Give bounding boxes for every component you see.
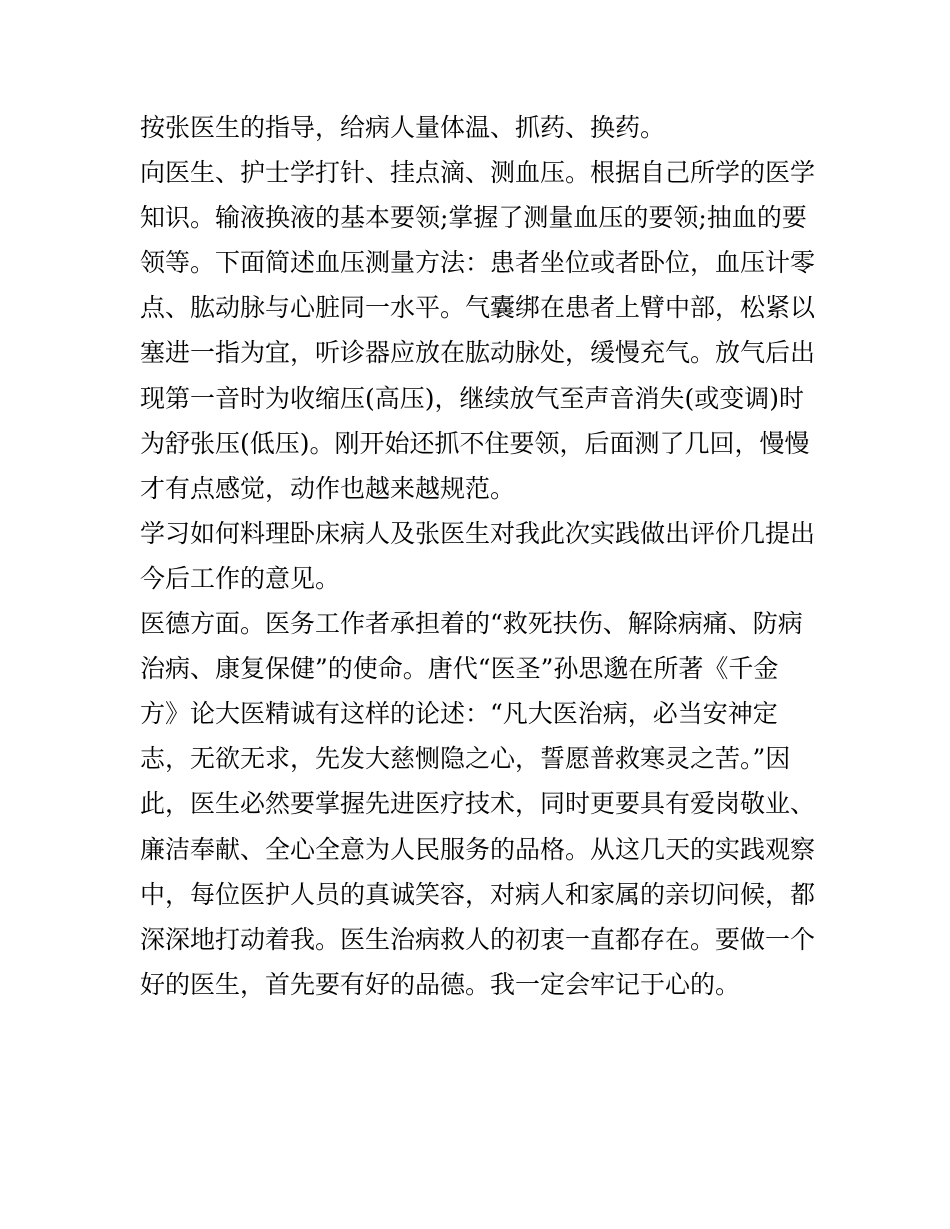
text-line: 现第一音时为收缩压(高压)，继续放气至声音消失(或变调)时 <box>140 383 805 413</box>
text-line: 领等。下面简述血压测量方法：患者坐位或者卧位，血压计零 <box>140 248 816 278</box>
text-line: 治病、康复保健”的使命。唐代“医圣”孙思邈在所著《千金 <box>140 654 779 684</box>
text-line: 志，无欲无求，先发大慈恻隐之心，誓愿普救寒灵之苦。”因 <box>140 744 791 774</box>
text-line: 廉洁奉献、全心全意为人民服务的品格。从这几天的实践观察 <box>140 834 816 864</box>
text-line: 方》论大医精诚有这样的论述：“凡大医治病，必当安神定 <box>140 699 778 729</box>
text-line: 为舒张压(低压)。刚开始还抓不住要领，后面测了几回，慢慢 <box>140 428 810 458</box>
text-line: 学习如何料理卧床病人及张医生对我此次实践做出评价几提出 <box>140 518 816 548</box>
text-line: 今后工作的意见。 <box>140 563 341 593</box>
text-line: 中，每位医护人员的真诚笑容，对病人和家属的亲切问候，都 <box>140 879 816 909</box>
text-line: 深深地打动着我。医生治病救人的初衷一直都存在。要做一个 <box>140 924 816 954</box>
text-line: 此，医生必然要掌握先进医疗技术，同时更要具有爱岗敬业、 <box>140 789 816 819</box>
body-text <box>140 105 820 1007</box>
text-line: 医德方面。医务工作者承担着的“救死扶伤、解除病痛、防病 <box>140 609 803 639</box>
text-line: 点、肱动脉与心脏同一水平。气囊绑在患者上臂中部，松紧以 <box>140 293 816 323</box>
text-line: 按张医生的指导，给病人量体温、抓药、换药。 <box>140 113 666 142</box>
text-line: 才有点感觉，动作也越来越规范。 <box>140 473 516 503</box>
text-line: 塞进一指为宜，听诊器应放在肱动脉处，缓慢充气。放气后出 <box>140 338 816 368</box>
text-line: 好的医生，首先要有好的品德。我一定会牢记于心的。 <box>140 969 741 999</box>
text-line: 知识。输液换液的基本要领;掌握了测量血压的要领;抽血的要 <box>140 203 807 233</box>
text-line: 向医生、护士学打针、挂点滴、测血压。根据自己所学的医学 <box>140 158 816 188</box>
